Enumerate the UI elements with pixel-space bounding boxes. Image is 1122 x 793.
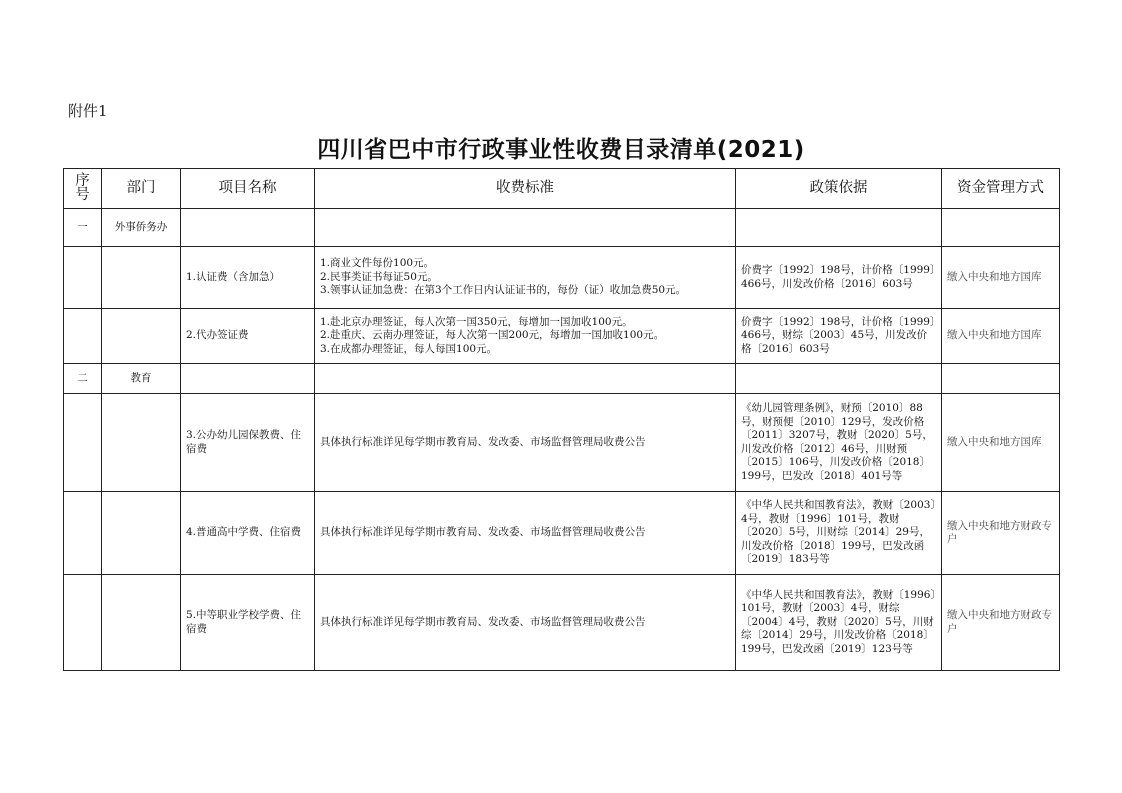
item-name: 5.中等职业学校学费、住宿费 xyxy=(181,575,315,671)
standard-line: 1.商业文件每份100元。 xyxy=(320,257,435,270)
item-standard: 具体执行标准详见每学期市教育局、发改委、市场监督管理局收费公告 xyxy=(315,575,736,671)
fee-table xyxy=(63,168,1060,671)
table-row xyxy=(64,575,1060,671)
standard-line: 2.民事类证书每证50元。 xyxy=(320,270,438,283)
section-row xyxy=(64,364,1060,394)
item-basis: 《幼儿园管理条例》，财预〔2010〕88号，财预便〔2010〕129号，发改价格〔2011〕3207号，教财〔2020〕5号，川发改价格〔2012〕46号，川财预〔2015〕106号，川发改价格〔2018〕199号，巴发改〔2018〕401号等 xyxy=(736,394,942,492)
item-mgmt: 缴入中央和地方国库 xyxy=(942,247,1060,309)
section-row xyxy=(64,209,1060,247)
header-standard: 收费标准 xyxy=(315,169,736,209)
item-mgmt: 缴入中央和地方财政专户 xyxy=(942,575,1060,671)
item-mgmt: 缴入中央和地方财政专户 xyxy=(942,492,1060,575)
item-basis: 《中华人民共和国教育法》，教财〔1996〕101号，教财〔2003〕4号，财综〔2004〕4号，教财〔2020〕5号，川财综〔2014〕29号，川发改价格〔2018〕199号，巴发改函〔2019〕123号等 xyxy=(736,575,942,671)
item-name: 3.公办幼儿园保教费、住宿费 xyxy=(181,394,315,492)
standard-line: 3.在成都办理签证，每人每国100元。 xyxy=(320,342,498,355)
item-mgmt: 缴入中央和地方国库 xyxy=(942,309,1060,364)
header-mgmt: 资金管理方式 xyxy=(942,169,1060,209)
header-basis: 政策依据 xyxy=(736,169,942,209)
table-row xyxy=(64,492,1060,575)
table-row xyxy=(64,247,1060,309)
table-row xyxy=(64,394,1060,492)
attachment-label: 附件1 xyxy=(68,102,108,120)
item-name: 1.认证费（含加急） xyxy=(181,247,315,309)
item-basis: 《中华人民共和国教育法》，教财〔2003〕4号，教财〔1996〕101号，教财〔2020〕5号，川财综〔2014〕29号，川发改价格〔2018〕199号，巴发改函〔2019〕183号等 xyxy=(736,492,942,575)
header-row xyxy=(64,169,1060,209)
standard-line: 3.领事认证加急费：在第3个工作日内认证证书的，每份（证）收加急费50元。 xyxy=(320,284,687,297)
standard-line: 2.赴重庆、云南办理签证，每人次第一国200元，每增加一国加收100元。 xyxy=(320,329,665,342)
item-basis: 价费字〔1992〕198号，计价格〔1999〕466号，川发改价格〔2016〕603号 xyxy=(736,247,942,309)
section-number: 一 xyxy=(64,209,102,247)
item-standard xyxy=(315,309,736,364)
item-standard: 具体执行标准详见每学期市教育局、发改委、市场监督管理局收费公告 xyxy=(315,492,736,575)
item-name: 2.代办签证费 xyxy=(181,309,315,364)
page-title: 四川省巴中市行政事业性收费目录清单(2021) xyxy=(317,137,805,163)
table-row xyxy=(64,309,1060,364)
section-dept: 教育 xyxy=(102,364,181,394)
item-standard xyxy=(315,247,736,309)
item-basis: 价费字〔1992〕198号，计价格〔1999〕466号，财综〔2003〕45号，川发改价格〔2016〕603号 xyxy=(736,309,942,364)
header-item-name: 项目名称 xyxy=(181,169,315,209)
item-standard: 具体执行标准详见每学期市教育局、发改委、市场监督管理局收费公告 xyxy=(315,394,736,492)
section-dept: 外事侨务办 xyxy=(102,209,181,247)
item-name: 4.普通高中学费、住宿费 xyxy=(181,492,315,575)
item-mgmt: 缴入中央和地方国库 xyxy=(942,394,1060,492)
standard-line: 1.赴北京办理签证，每人次第一国350元，每增加一国加收100元。 xyxy=(320,315,633,328)
header-seq: 序号 xyxy=(64,169,102,209)
section-number: 二 xyxy=(64,364,102,394)
header-dept: 部门 xyxy=(102,169,181,209)
